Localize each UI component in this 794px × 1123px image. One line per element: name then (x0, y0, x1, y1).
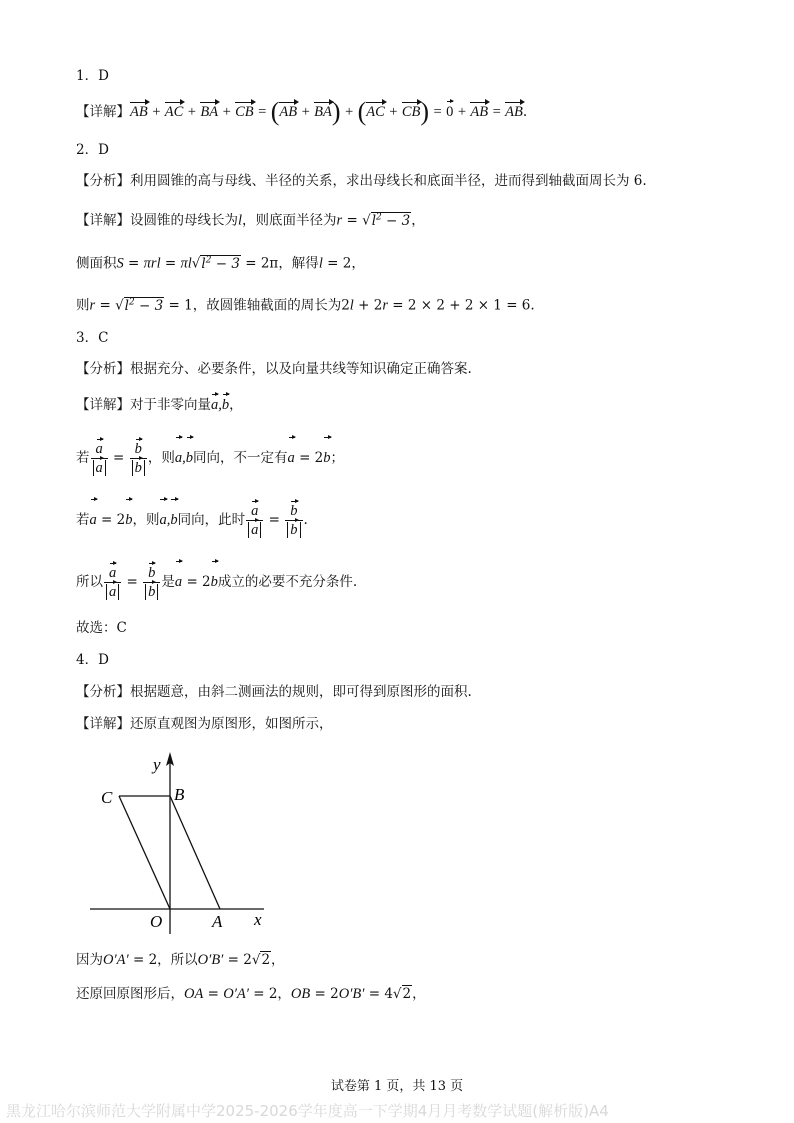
q3-detail-4: 所以 $\frac{a}{a}$ = $\frac{b}{b}$ 是a = 2b成立的必要不充分条件. (76, 562, 357, 602)
page-footer: 试卷第 1 页，共 13 页 (330, 1079, 464, 1094)
q4-answer: 4．D (76, 652, 109, 668)
q4-analysis: 【分析】根据题意，由斜二测画法的规则，即可得到原图形的面积. (76, 684, 472, 700)
q3-answer: 3．C (76, 330, 109, 346)
q1-detail: 【详解】AB + AC + BA + CB = (AB + BA) + (AC + CB) = 0 + AB = AB. (76, 97, 528, 126)
geometry-figure (84, 748, 274, 938)
label-x: x (254, 910, 262, 929)
q3-detail-1: 【详解】对于非零向量a,b， (76, 397, 243, 413)
q4-line-1: 因为O′A′ = 2，所以O′B′ = 2√2， (76, 952, 285, 968)
segment-ba (170, 796, 220, 909)
q2-analysis: 【分析】利用圆锥的高与母线、半径的关系，求出母线长和底面半径，进而得到轴截面周长为 6. (76, 173, 647, 189)
q2-detail-3: 则$r = √l^2 - 3 = 1$，故圆锥轴截面的周长为2l + 2r = 2 × 2 + 2 × 1 = 6. (76, 297, 535, 314)
q4-line-2: 还原回原图形后，OA = O′A′ = 2，OB = 2O′B′ = 4√2， (76, 986, 426, 1002)
label-c: C (101, 788, 113, 807)
label-y: y (153, 755, 161, 774)
label-a: A (212, 912, 223, 931)
q4-detail: 【详解】还原直观图为原图形，如图所示， (76, 716, 333, 732)
q3-detail-3: 若a = 2b，则a,b同向，此时 $\frac{a}{a}$ = $\frac{b}{b}$ . (76, 500, 308, 540)
q1-answer: 1．D (76, 68, 109, 84)
q3-conclusion: 故选：C (76, 620, 127, 636)
q1-formula: AB + AC + BA + CB = (AB + BA) + (AC + CB) = 0 + AB = AB (130, 97, 523, 126)
watermark: 黑龙江哈尔滨师范大学附属中学2025-2026学年度高一下学期4月月考数学试题(解析版)A4 (6, 1102, 609, 1120)
q3-detail-2: 若 $\frac{a}{a}$ = $\frac{b}{b}$ ，则a,b同向，不一定有a = 2b； (76, 438, 344, 478)
q2-detail-2: 侧面积$S = \pi rl = \pi l√l^2 - 3 = 2\pi$，解得l = 2， (76, 255, 365, 272)
segment-co (119, 796, 170, 909)
detail-tag: 【详解】 (76, 104, 130, 120)
q2-answer: 2．D (76, 142, 109, 158)
q2-detail-1: 【详解】设圆锥的母线长为l，则底面半径为$r = √l^2 - 3$， (76, 212, 425, 229)
q3-analysis: 【分析】根据充分、必要条件，以及向量共线等知识确定正确答案. (76, 361, 472, 377)
label-b: B (174, 785, 185, 804)
label-o: O (150, 912, 163, 931)
